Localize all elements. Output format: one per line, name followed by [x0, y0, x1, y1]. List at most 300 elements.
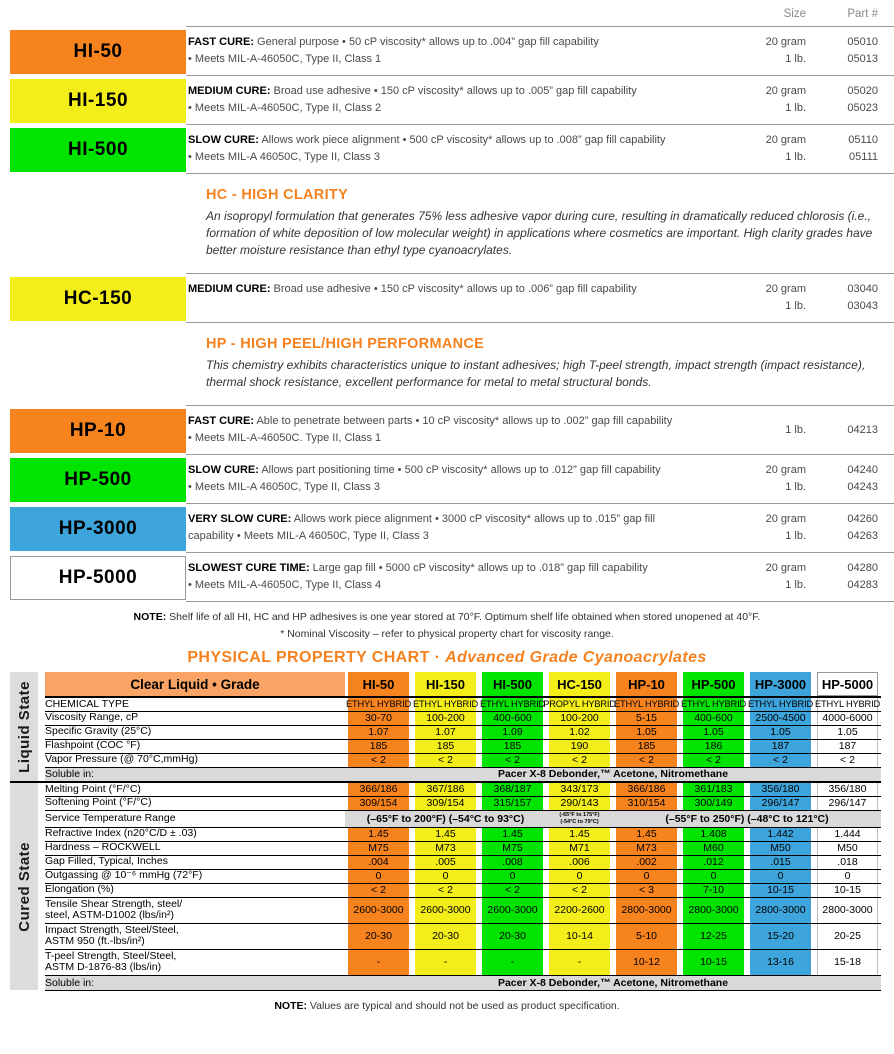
physical-property-table-wrap — [10, 672, 894, 991]
cell-value: 1.09 — [482, 726, 543, 739]
value-cell — [680, 782, 747, 796]
product-badge: HP-3000 — [10, 507, 186, 551]
product-description — [188, 462, 726, 495]
value-cell — [546, 855, 613, 869]
cure-type-label: MEDIUM CURE: — [188, 85, 271, 98]
table-row — [10, 883, 881, 897]
cell-value: 5-10 — [616, 924, 677, 949]
cell-value: 1.45 — [415, 828, 476, 841]
value-cell — [412, 697, 479, 711]
product-sizes — [726, 413, 806, 446]
value-cell — [680, 869, 747, 883]
cell-value: .005 — [415, 856, 476, 869]
note-label: NOTE: — [133, 611, 167, 624]
cell-value: 5-15 — [616, 712, 677, 725]
value-cell — [613, 897, 680, 923]
cell-value: 2800-3000 — [817, 898, 878, 923]
product-content — [186, 125, 894, 174]
product-badge: HP-5000 — [10, 556, 186, 600]
service-temp-hc150-line: (-65°F to 175°F) — [559, 812, 600, 819]
cell-value: .004 — [348, 856, 409, 869]
value-cell — [747, 841, 814, 855]
value-cell — [546, 711, 613, 725]
cell-value: 290/143 — [549, 797, 610, 810]
cell-value: ETHYL HYBRID — [815, 699, 880, 710]
cell-value: 296/147 — [817, 797, 878, 810]
value-cell — [543, 697, 616, 711]
value-cell — [747, 739, 814, 753]
value-cell — [814, 897, 881, 923]
cell-value: 309/154 — [348, 797, 409, 810]
row-label: Service Temperature Range — [45, 810, 345, 827]
table-row — [10, 827, 881, 841]
service-temp-right: (–55°F to 250°F) (–48°C to 121°C) — [613, 810, 881, 827]
value-cell — [345, 796, 412, 810]
cell-value: 0 — [415, 870, 476, 883]
size-value: 20 gram — [765, 134, 806, 147]
value-cell — [479, 869, 546, 883]
product-sizes — [726, 281, 806, 314]
value-cell — [747, 923, 814, 949]
product-description — [188, 560, 726, 593]
grade-corner-cell: Clear Liquid • Grade — [45, 672, 345, 697]
value-cell — [412, 923, 479, 949]
value-cell — [814, 949, 881, 975]
chart-title-main: PHYSICAL PROPERTY CHART — [187, 649, 430, 666]
product-badge: HI-500 — [10, 128, 186, 172]
value-cell — [412, 782, 479, 796]
cell-value: 10-12 — [616, 950, 677, 975]
badge-column — [0, 125, 186, 174]
value-cell — [814, 697, 881, 711]
cell-value: 2200-2600 — [549, 898, 610, 923]
value-cell — [546, 739, 613, 753]
value-cell — [747, 855, 814, 869]
product-badge: HI-150 — [10, 79, 186, 123]
column-header-HI-150 — [412, 672, 479, 697]
cell-value: 296/147 — [750, 797, 811, 810]
cell-value: M73 — [415, 842, 476, 855]
cell-value: - — [482, 950, 543, 975]
table-header-row — [10, 672, 881, 697]
value-cell — [680, 841, 747, 855]
product-description — [188, 281, 726, 314]
table-row — [10, 810, 881, 827]
cell-value: < 3 — [616, 884, 677, 897]
listing-header-content — [186, 4, 894, 27]
chart-title-bullet: · — [429, 649, 446, 666]
nominal-viscosity-note: * Nominal Viscosity – refer to physical property chart for viscosity range. — [280, 628, 614, 641]
part-number: 05111 — [849, 150, 878, 163]
value-cell — [546, 923, 613, 949]
product-content — [186, 553, 894, 602]
chart-title-subtitle: Advanced Grade Cyanoacrylates — [445, 649, 707, 666]
table-row — [10, 897, 881, 923]
cell-value: 100-200 — [549, 712, 610, 725]
cure-type-label: FAST CURE: — [188, 36, 254, 49]
cured-state-strip-label: Cured State — [15, 841, 33, 932]
column-header-label: HP-500 — [683, 672, 744, 696]
cell-value: M73 — [616, 842, 677, 855]
part-number: 05020 — [847, 85, 878, 98]
row-label: Melting Point (°F/°C) — [45, 782, 345, 796]
value-cell — [747, 697, 814, 711]
badge-column — [0, 553, 186, 602]
cell-value: 300/149 — [683, 797, 744, 810]
value-cell — [412, 855, 479, 869]
row-label: Flashpoint (COC °F) — [45, 739, 345, 753]
column-header-label: HI-150 — [415, 672, 476, 696]
cell-value: 1.45 — [482, 828, 543, 841]
part-number: 03040 — [847, 283, 878, 296]
product-description — [188, 83, 726, 116]
size-value: 20 gram — [765, 85, 806, 98]
cell-value: ETHYL HYBRID — [413, 699, 478, 710]
bottom-note-text: Values are typical and should not be used as product specification. — [307, 999, 620, 1012]
cell-value: 315/157 — [482, 797, 543, 810]
cell-value: 2600-3000 — [348, 898, 409, 923]
value-cell — [546, 782, 613, 796]
value-cell — [412, 796, 479, 810]
table-row — [10, 949, 881, 975]
cure-type-label: SLOW CURE: — [188, 464, 259, 477]
value-cell — [747, 711, 814, 725]
product-part-numbers — [806, 132, 878, 165]
product-description — [188, 413, 726, 446]
value-cell — [613, 855, 680, 869]
cell-value: 185 — [415, 740, 476, 753]
cell-value: 367/186 — [415, 783, 476, 796]
table-row — [10, 782, 881, 796]
product-badge: HP-500 — [10, 458, 186, 502]
cell-value: < 2 — [348, 754, 409, 767]
value-cell — [479, 897, 546, 923]
badge-column — [0, 504, 186, 553]
cell-value: < 2 — [549, 884, 610, 897]
cell-value: < 2 — [415, 754, 476, 767]
column-header-HP-5000 — [814, 672, 881, 697]
cell-value: 0 — [348, 870, 409, 883]
value-cell — [613, 869, 680, 883]
soluble-in-value: Pacer X-8 Debonder,™ Acetone, Nitromethane — [345, 975, 881, 990]
value-cell — [747, 753, 814, 767]
product-sizes — [726, 34, 806, 67]
value-cell — [680, 827, 747, 841]
cell-value: 366/186 — [348, 783, 409, 796]
table-row — [10, 855, 881, 869]
section-row — [0, 174, 894, 274]
part-number: 04263 — [847, 529, 878, 542]
cell-value: 0 — [817, 870, 878, 883]
cell-value: 1.45 — [616, 828, 677, 841]
value-cell — [546, 841, 613, 855]
column-header-HC-150 — [546, 672, 613, 697]
cell-value: < 2 — [683, 754, 744, 767]
size-value: 20 gram — [765, 464, 806, 477]
soluble-in-label: Soluble in: — [45, 975, 345, 990]
cell-value: 343/173 — [549, 783, 610, 796]
cell-value: 0 — [750, 870, 811, 883]
product-row — [0, 504, 894, 553]
table-row — [10, 869, 881, 883]
product-part-numbers — [806, 511, 878, 544]
cell-value: 1.45 — [348, 828, 409, 841]
column-header-HI-50 — [345, 672, 412, 697]
value-cell — [814, 782, 881, 796]
value-cell — [546, 796, 613, 810]
value-cell — [747, 725, 814, 739]
cell-value: 309/154 — [415, 797, 476, 810]
value-cell — [345, 949, 412, 975]
value-cell — [613, 841, 680, 855]
value-cell — [412, 725, 479, 739]
cell-value: .018 — [817, 856, 878, 869]
product-part-numbers — [806, 413, 878, 446]
cell-value: 310/154 — [616, 797, 677, 810]
value-cell — [680, 883, 747, 897]
part-number: 04260 — [847, 513, 878, 526]
value-cell — [479, 782, 546, 796]
value-cell — [479, 949, 546, 975]
service-temp-left: (–65°F to 200°F) (–54°C to 93°C) — [345, 810, 546, 827]
value-cell — [680, 796, 747, 810]
section-heading: HC - HIGH CLARITY — [206, 187, 349, 204]
table-row — [10, 923, 881, 949]
size-value: 1 lb. — [785, 52, 806, 65]
part-number: 04243 — [847, 480, 878, 493]
cell-value: 20-30 — [415, 924, 476, 949]
table-row — [10, 841, 881, 855]
value-cell — [814, 725, 881, 739]
cell-value: 20-25 — [817, 924, 878, 949]
cell-value: 10-15 — [750, 884, 811, 897]
row-label: Impact Strength, Steel/Steel, ASTM 950 (ft.-lbs/in²) — [45, 923, 345, 949]
cell-value: 10-14 — [549, 924, 610, 949]
cell-value: - — [415, 950, 476, 975]
description-line-1: SLOW CURE: Allows part positioning time • 500 cP viscosity* allows up to .012” gap fill capability — [188, 464, 661, 477]
cell-value: 187 — [817, 740, 878, 753]
row-label: Refractive Index (n20°C/D ± .03) — [45, 827, 345, 841]
product-row — [0, 553, 894, 602]
size-column-header: Size — [783, 8, 806, 20]
cell-value: 1.408 — [683, 828, 744, 841]
row-label: Softening Point (°F/°C) — [45, 796, 345, 810]
value-cell — [479, 796, 546, 810]
product-rows — [0, 27, 894, 602]
size-value: 1 lb. — [785, 150, 806, 163]
size-value: 20 gram — [765, 283, 806, 296]
shelf-life-notes — [0, 609, 894, 643]
row-label: CHEMICAL TYPE — [45, 697, 345, 711]
value-cell — [747, 827, 814, 841]
row-label: Tensile Shear Strength, steel/ steel, ASTM-D1002 (lbs/in²) — [45, 897, 345, 923]
product-description — [188, 511, 726, 544]
cell-value: 15-20 — [750, 924, 811, 949]
cell-value: 10-15 — [683, 950, 744, 975]
product-part-numbers — [806, 462, 878, 495]
part-column-header: Part # — [847, 8, 878, 20]
column-header-label: HI-500 — [482, 672, 543, 696]
value-cell — [412, 841, 479, 855]
cell-value: 185 — [348, 740, 409, 753]
value-cell — [747, 796, 814, 810]
column-header-HP-3000 — [747, 672, 814, 697]
part-number: 05013 — [847, 52, 878, 65]
product-content — [186, 504, 894, 553]
product-description — [188, 34, 726, 67]
bottom-note — [0, 1000, 894, 1012]
product-content — [186, 406, 894, 455]
service-temp-hc150-line: (-54°C to 79°C) — [560, 818, 599, 825]
section-block — [188, 330, 878, 397]
product-part-numbers — [806, 560, 878, 593]
value-cell — [345, 827, 412, 841]
value-cell — [814, 883, 881, 897]
value-cell — [345, 739, 412, 753]
cell-value: 100-200 — [415, 712, 476, 725]
cell-value: 1.02 — [549, 726, 610, 739]
cell-value: .015 — [750, 856, 811, 869]
table-row — [10, 711, 881, 725]
value-cell — [680, 949, 747, 975]
value-cell — [613, 827, 680, 841]
cell-value: PROPYL HYBRID — [543, 699, 616, 710]
value-cell — [479, 923, 546, 949]
cure-type-label: SLOWEST CURE TIME: — [188, 562, 310, 575]
value-cell — [546, 869, 613, 883]
value-cell — [613, 697, 680, 711]
part-number: 05023 — [847, 101, 878, 114]
description-line-2: • Meets MIL-A 46050C, Type II, Class 3 — [188, 480, 380, 493]
value-cell — [814, 711, 881, 725]
soluble-in-value: Pacer X-8 Debonder,™ Acetone, Nitromethane — [345, 767, 881, 782]
product-content — [186, 323, 894, 406]
product-row — [0, 274, 894, 323]
value-cell — [613, 711, 680, 725]
table-row — [10, 739, 881, 753]
value-cell — [412, 753, 479, 767]
physical-property-chart-title — [0, 649, 894, 667]
physical-property-table — [10, 672, 881, 991]
value-cell — [345, 697, 412, 711]
cell-value: 1.05 — [750, 726, 811, 739]
value-cell — [546, 827, 613, 841]
table-row — [10, 767, 881, 782]
cell-value: 186 — [683, 740, 744, 753]
value-cell — [814, 855, 881, 869]
cell-value: 356/180 — [817, 783, 878, 796]
cell-value: 15-18 — [817, 950, 878, 975]
value-cell — [345, 725, 412, 739]
value-cell — [412, 827, 479, 841]
service-temp-hc150 — [546, 810, 613, 827]
cure-type-label: MEDIUM CURE: — [188, 283, 271, 296]
section-row — [0, 323, 894, 406]
section-body: This chemistry exhibits characteristics unique to instant adhesives; high T-peel strength, impact strength (impact resistance), thermal shock resistance, excellent performance for metal to metal structural bonds. — [206, 358, 866, 390]
value-cell — [747, 949, 814, 975]
cell-value: < 2 — [482, 754, 543, 767]
size-value: 1 lb. — [785, 299, 806, 312]
cure-type-label: FAST CURE: — [188, 415, 254, 428]
listing-header-row — [0, 4, 894, 27]
value-cell — [814, 796, 881, 810]
cell-value: ETHYL HYBRID — [480, 699, 545, 710]
cell-value: ETHYL HYBRID — [748, 699, 813, 710]
table-row — [10, 796, 881, 810]
product-badge: HI-50 — [10, 30, 186, 74]
cell-value: M75 — [348, 842, 409, 855]
value-cell — [680, 923, 747, 949]
value-cell — [479, 739, 546, 753]
value-cell — [345, 711, 412, 725]
part-number: 05010 — [847, 36, 878, 49]
cell-value: 185 — [616, 740, 677, 753]
cell-value: 12-25 — [683, 924, 744, 949]
cell-value: M75 — [482, 842, 543, 855]
value-cell — [345, 923, 412, 949]
value-cell — [613, 796, 680, 810]
cell-value: < 2 — [348, 884, 409, 897]
cell-value: M50 — [817, 842, 878, 855]
product-content — [186, 274, 894, 323]
shelf-life-note — [0, 609, 894, 626]
description-line-2: • Meets MIL-A-46050C, Type II, Class 4 — [188, 578, 382, 591]
product-sizes — [726, 462, 806, 495]
section-block — [188, 181, 878, 265]
product-sizes — [726, 132, 806, 165]
cell-value: 1.05 — [817, 726, 878, 739]
value-cell — [479, 711, 546, 725]
value-cell — [479, 827, 546, 841]
value-cell — [747, 869, 814, 883]
cell-value: < 2 — [482, 884, 543, 897]
value-cell — [479, 883, 546, 897]
row-label: Hardness – ROCKWELL — [45, 841, 345, 855]
description-line-2: • Meets MIL-A-46050C, Type II, Class 2 — [188, 101, 382, 114]
cell-value: - — [549, 950, 610, 975]
cell-value: 0 — [549, 870, 610, 883]
cell-value: 368/187 — [482, 783, 543, 796]
product-content — [186, 455, 894, 504]
value-cell — [345, 841, 412, 855]
size-value: 1 lb. — [785, 423, 806, 436]
product-row — [0, 406, 894, 455]
section-heading: HP - HIGH PEEL/HIGH PERFORMANCE — [206, 336, 485, 353]
value-cell — [546, 753, 613, 767]
value-cell — [680, 897, 747, 923]
description-line-1: MEDIUM CURE: Broad use adhesive • 150 cP viscosity* allows up to .005” gap fill capability — [188, 85, 637, 98]
value-cell — [345, 883, 412, 897]
cell-value: 190 — [549, 740, 610, 753]
column-header-label: HI-50 — [348, 672, 409, 696]
strip-gap — [38, 782, 45, 990]
product-sizes — [726, 511, 806, 544]
size-value: 1 lb. — [785, 480, 806, 493]
value-cell — [412, 883, 479, 897]
cell-value: ETHYL HYBRID — [681, 699, 746, 710]
value-cell — [479, 753, 546, 767]
value-cell — [613, 725, 680, 739]
cell-value: .008 — [482, 856, 543, 869]
product-part-numbers — [806, 34, 878, 67]
cell-value: < 2 — [817, 754, 878, 767]
badge-column — [0, 406, 186, 455]
badge-column — [0, 27, 186, 76]
badge-column — [0, 455, 186, 504]
value-cell — [546, 725, 613, 739]
size-value: 1 lb. — [785, 101, 806, 114]
cell-value: 0 — [482, 870, 543, 883]
